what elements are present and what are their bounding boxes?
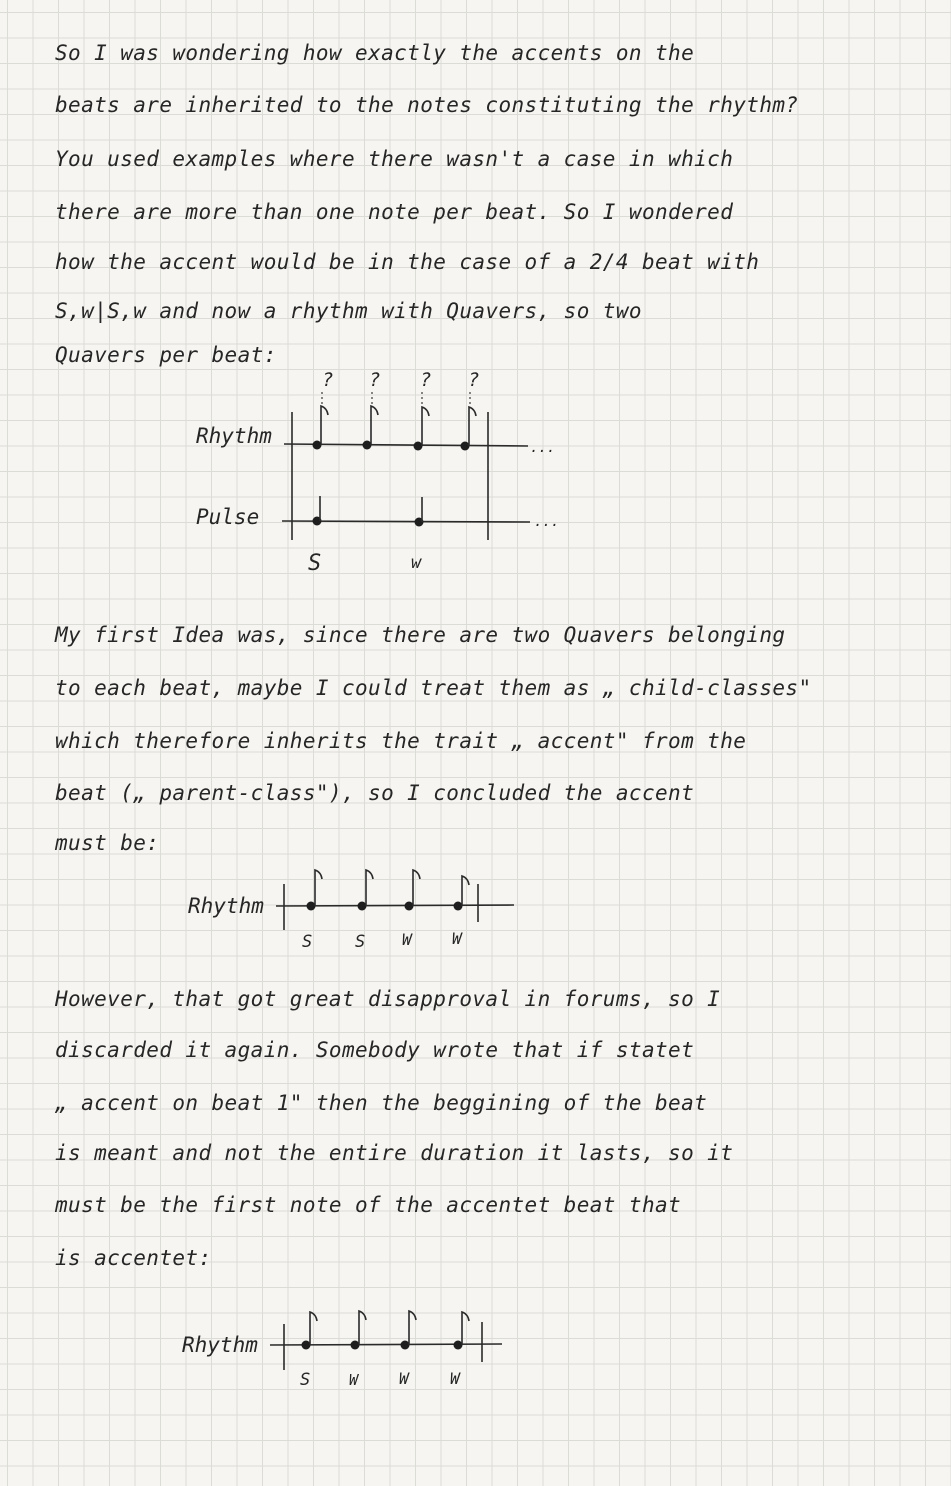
rhythm-label: Rhythm bbox=[182, 1333, 258, 1357]
text-line: is accentet: bbox=[55, 1246, 212, 1270]
text-line: My first Idea was, since there are two Quavers belonging bbox=[55, 623, 786, 647]
continuation-dots: ... bbox=[534, 514, 560, 530]
question-mark: ? bbox=[322, 369, 334, 391]
question-mark: ? bbox=[420, 369, 432, 391]
accent-label: W bbox=[402, 930, 412, 949]
continuation-dots: ... bbox=[530, 440, 556, 456]
accent-label: S bbox=[355, 932, 366, 952]
accent-label: w bbox=[411, 553, 422, 573]
text-line: must be the first note of the accentet beat that bbox=[55, 1193, 682, 1217]
text-line: is meant and not the entire duration it lasts, so it bbox=[55, 1141, 734, 1165]
accent-label: S bbox=[302, 932, 313, 952]
text-line: S,w|S,w and now a rhythm with Quavers, so two bbox=[55, 299, 642, 323]
text-line: beat („ parent-class"), so I concluded the accent bbox=[55, 781, 695, 805]
accent-label: W bbox=[349, 1371, 359, 1389]
quaver-note bbox=[351, 1311, 367, 1350]
question-mark: ? bbox=[369, 369, 381, 391]
text-line: must be: bbox=[55, 831, 160, 855]
accent-label: S bbox=[308, 551, 322, 576]
text-line: which therefore inherits the trait „ accent" from the bbox=[55, 729, 747, 753]
text-line: However, that got great disapproval in forums, so I bbox=[55, 987, 721, 1011]
text-line: beats are inherited to the notes constituting the rhythm? bbox=[55, 93, 799, 117]
accent-label: W bbox=[452, 929, 462, 948]
text-line: So I was wondering how exactly the accents on the bbox=[55, 41, 695, 65]
quaver-note bbox=[302, 1312, 318, 1350]
text-line: to each beat, maybe I could treat them as „ child-classes" bbox=[55, 676, 812, 700]
text-line: You used examples where there wasn't a case in which bbox=[55, 147, 734, 171]
rhythm-label: Rhythm bbox=[196, 424, 272, 448]
text-line: how the accent would be in the case of a 2/4 beat with bbox=[55, 250, 760, 274]
text-line: Quavers per beat: bbox=[55, 343, 277, 367]
text-line: discarded it again. Somebody wrote that if statet bbox=[55, 1038, 695, 1062]
text-line: there are more than one note per beat. So I wondered bbox=[55, 200, 734, 224]
accent-label: S bbox=[300, 1370, 311, 1390]
pulse-label: Pulse bbox=[196, 505, 260, 529]
rhythm-label: Rhythm bbox=[188, 894, 264, 918]
question-mark: ? bbox=[468, 369, 480, 391]
text-line: „ accent on beat 1" then the beggining of the beat bbox=[55, 1091, 708, 1115]
accent-label: W bbox=[450, 1369, 460, 1388]
accent-label: W bbox=[399, 1369, 409, 1388]
